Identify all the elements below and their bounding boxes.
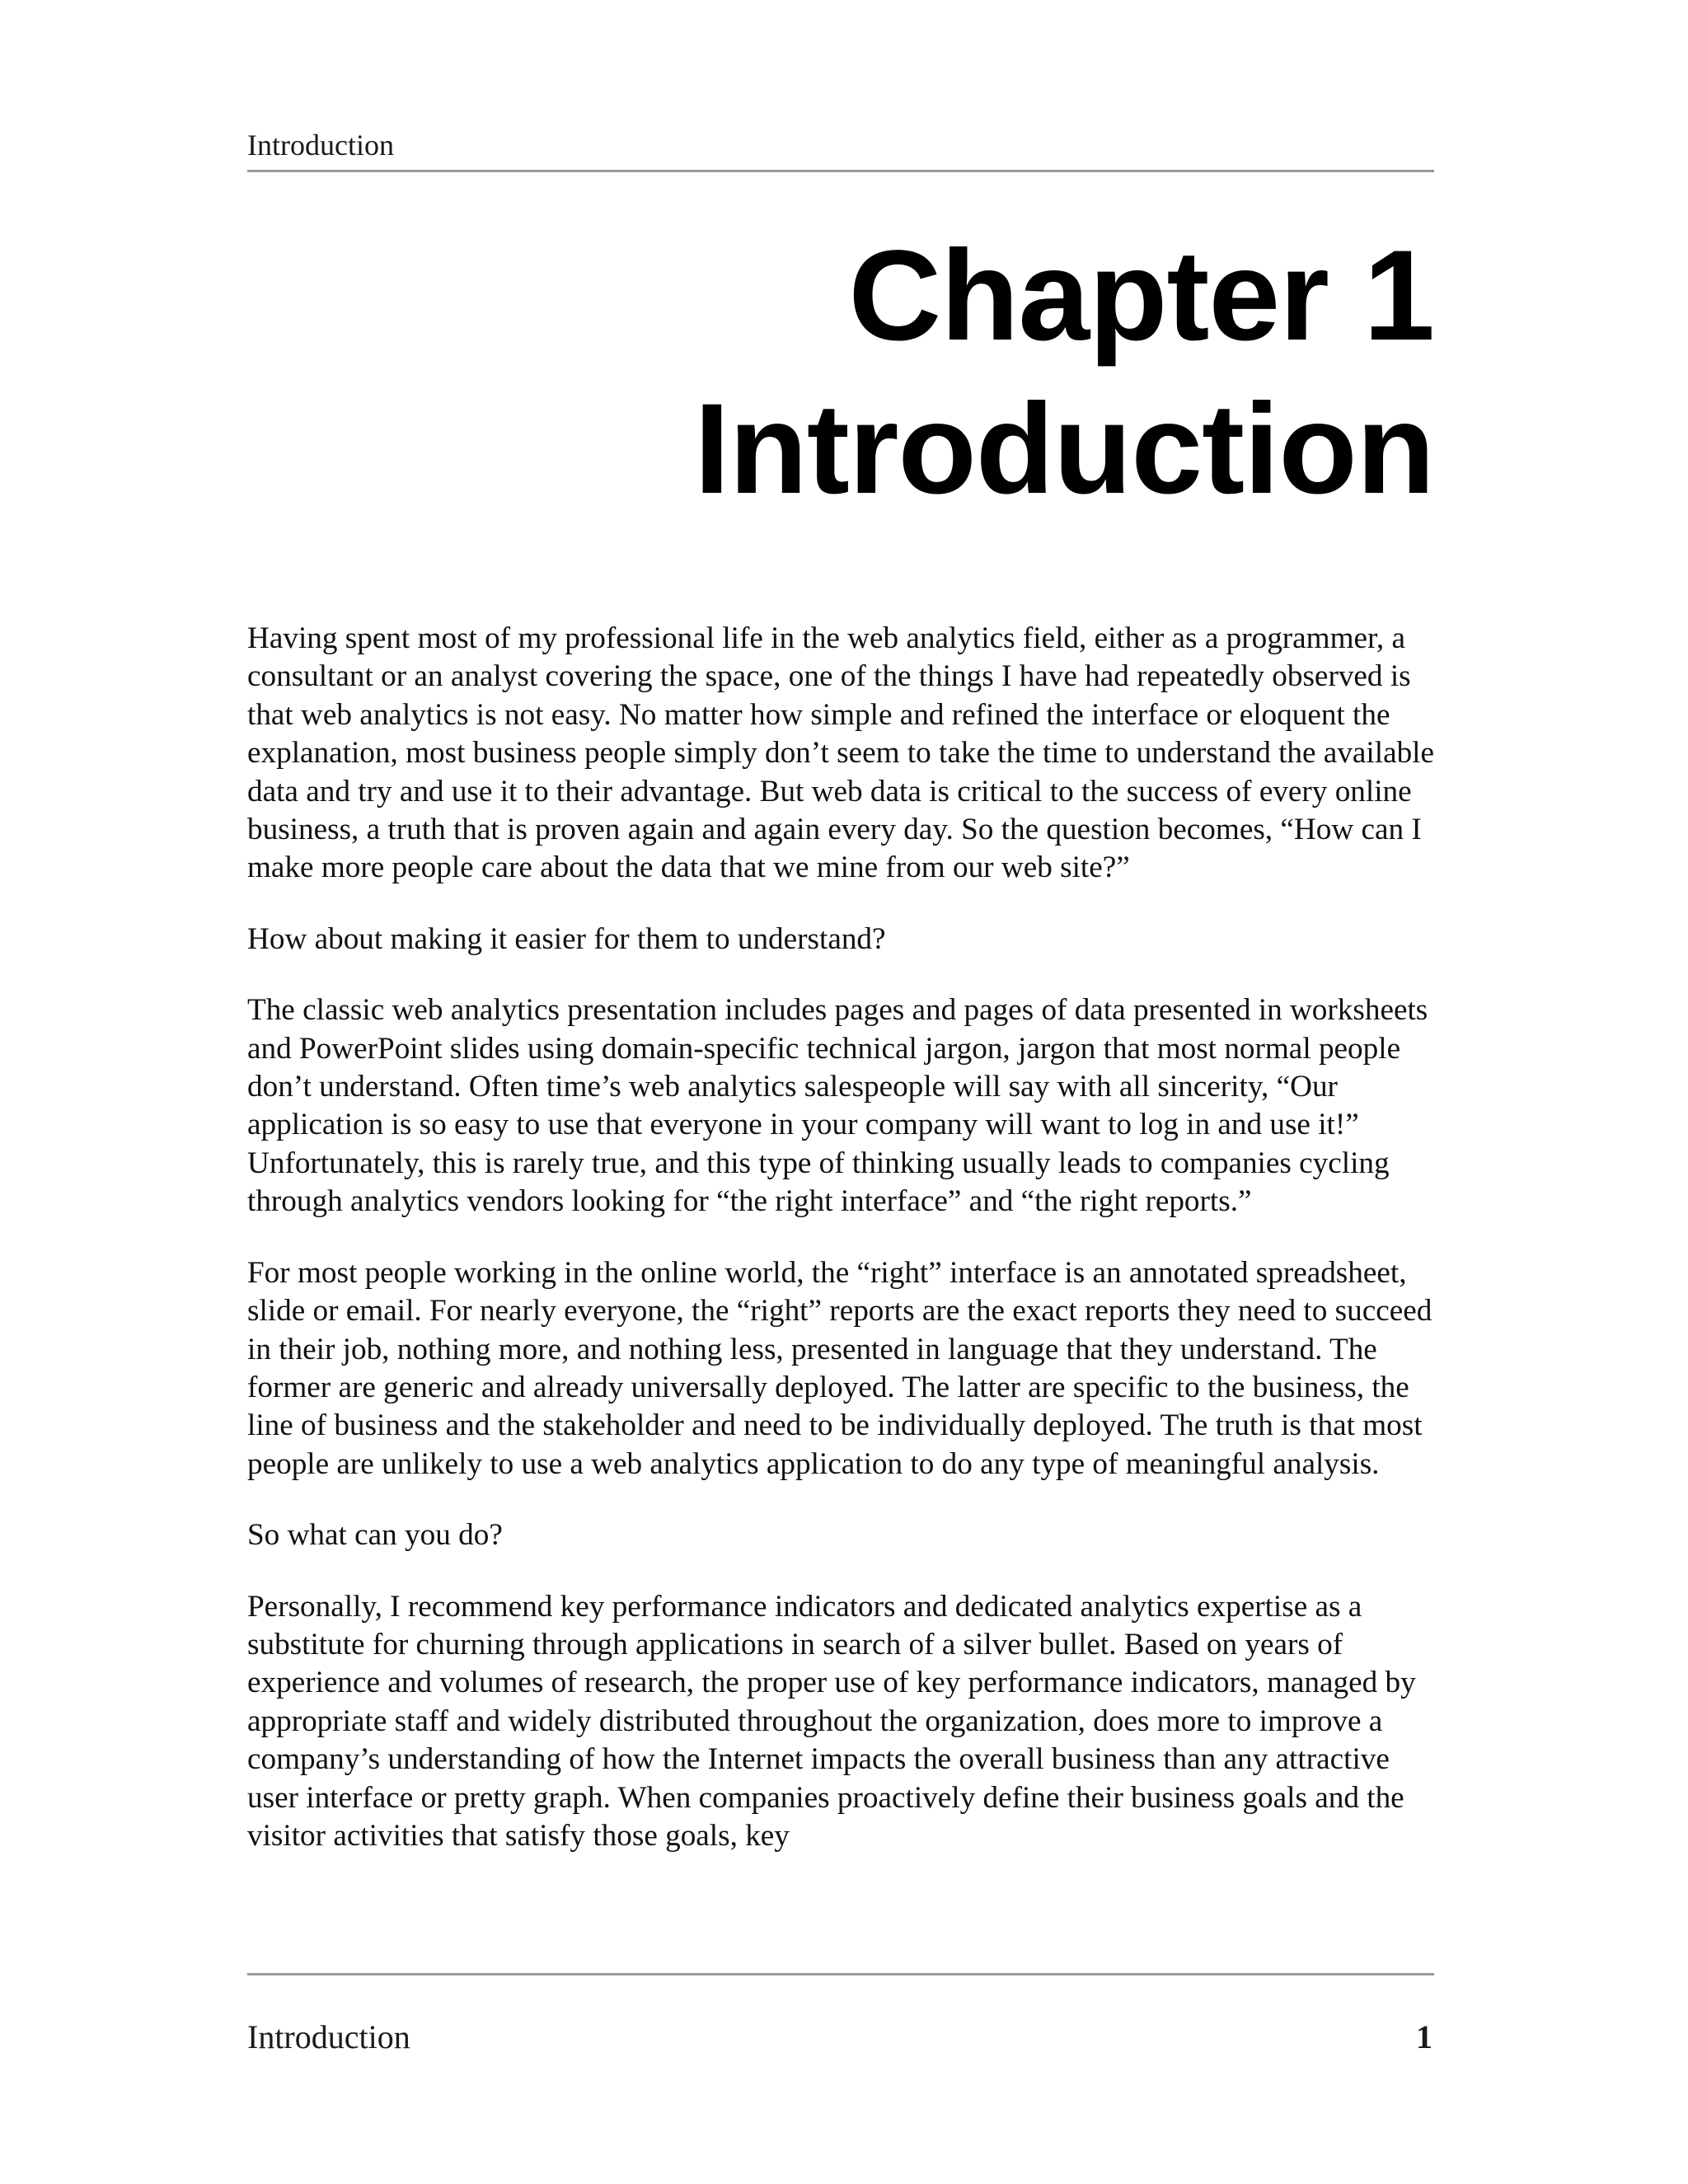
running-header-title: Introduction bbox=[247, 129, 394, 162]
paragraph: So what can you do? bbox=[247, 1518, 503, 1553]
chapter-heading bbox=[694, 219, 1434, 526]
footer-divider bbox=[247, 1973, 1434, 1975]
chapter-body bbox=[247, 620, 1438, 1888]
paragraph: How about making it easier for them to understand? bbox=[247, 921, 886, 956]
header-divider bbox=[247, 170, 1434, 172]
chapter-number: Chapter 1 bbox=[848, 224, 1434, 368]
footer-section-title: Introduction bbox=[247, 2018, 410, 2055]
paragraph: For most people working in the online world, the “right” interface is an annotated spreadsheet, slide or email. For nearly everyone, the “right” reports are the exact reports they need to succeed in their job, nothing more, and nothing less, presented in language that they understand. The former are generic and already universally deployed. The latter are specific to the business, the line of business and the stakeholder and need to be individually deployed. The truth is that most people are unlikely to use a web analytics application to do any type of meaningful analysis. bbox=[247, 1255, 1432, 1481]
paragraph: Having spent most of my professional life in the web analytics field, either as a programmer, a consultant or an analyst covering the space, one of the things I have had repeatedly observed is that web analytics is not easy. No matter how simple and refined the interface or eloquent the explanation, most business people simply don’t seem to take the time to understand the available data and try and use it to their advantage. But web data is critical to the success of every online business, a truth that is proven again and again every day. So the question becomes, “How can I make more people care about the data that we mine from our web site?” bbox=[247, 621, 1435, 885]
chapter-name: Introduction bbox=[694, 377, 1434, 521]
paragraph: Personally, I recommend key performance indicators and dedicated analytics expertise as a substitute for churning through applications in search of a silver bullet. Based on years of experience and volumes of research, the proper use of key performance indicators, managed by appropriate staff and widely distributed throughout the organization, does more to improve a company’s understanding of how the Internet impacts the overall business than any attractive user interface or pretty graph. When companies proactively define their business goals and the visitor activities that satisfy those goals, key bbox=[247, 1589, 1416, 1853]
paragraph: The classic web analytics presentation includes pages and pages of data presented in worksheets and PowerPoint slides using domain-specific technical jargon, jargon that most normal people don’t understand. Often time’s web analytics salespeople will say with all sincerity, “Our application is so easy to use that everyone in your company will want to log in and use it!” Unfortunately, this is rarely true, and this type of thinking usually leads to companies cycling through analytics vendors looking for “the right interface” and “the right reports.” bbox=[247, 993, 1428, 1219]
page-number: 1 bbox=[1416, 2018, 1432, 2055]
